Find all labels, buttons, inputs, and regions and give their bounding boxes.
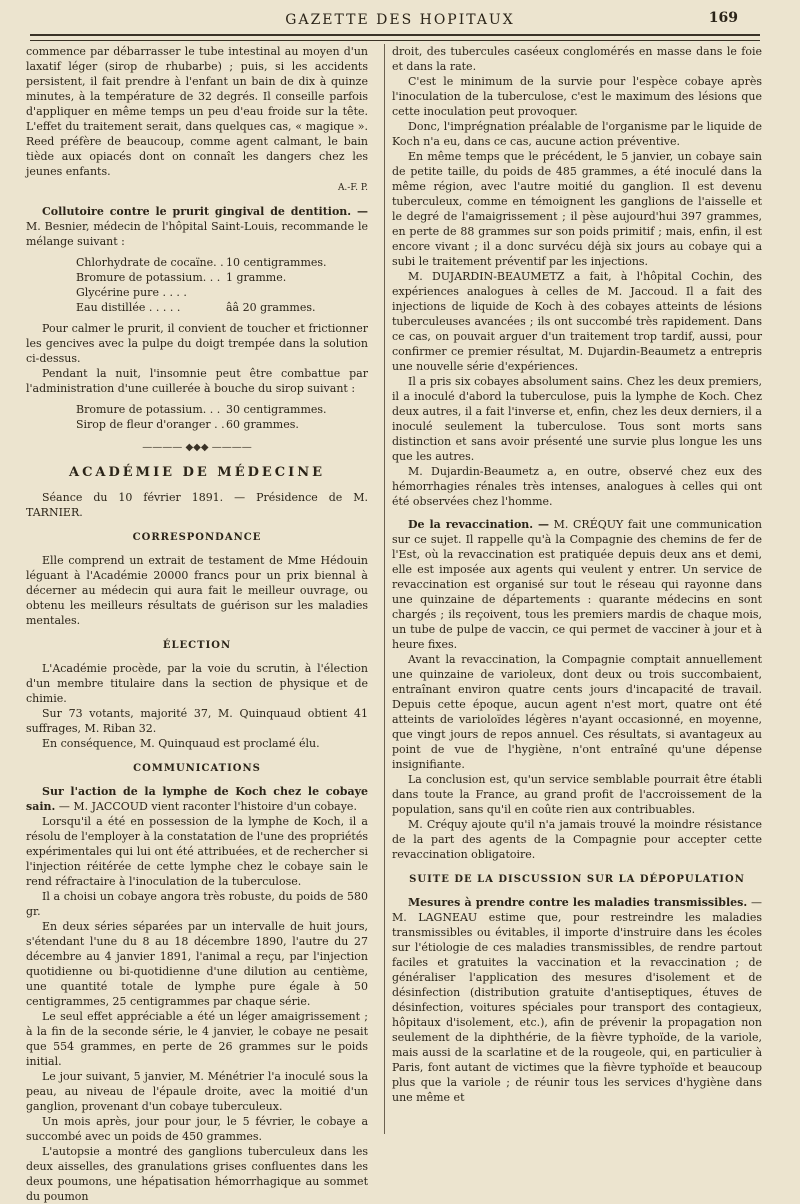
right-paragraph-5: M. DUJARDIN-BEAUMETZ a fait, à l'hôpital Cochin, des expériences analogues à celles de M. Jaccoud. Il a fait des injections de liquide de Koch à des cobayes atteints de lésions tuberculeuses avancées ; ils ont succombé très rapidement. Dans ce cas, on pouvait arguer d'un traitement trop tardif, aussi, pour confirmer ce premier résultat, M. Dujardin-Beaumetz a entrepris une nouvelle série d'expériences. — [392, 270, 762, 373]
formula-collutoire — [76, 255, 368, 315]
election-paragraph-3: En conséquence, M. Quinquaud est proclamé élu. — [42, 737, 320, 750]
lymphe-paragraph-7: L'autopsie a montré des ganglions tuberculeux dans les deux aisselles, des granulations grises confluentes dans les deux poumons, une hépatisation hémorrhagique au sommet du poumon — [26, 1145, 368, 1203]
formula-row — [76, 300, 368, 315]
revaccination-paragraph — [392, 517, 762, 652]
ingredient-name: Eau distillée . . . . . — [76, 301, 181, 314]
header-subrule — [30, 40, 760, 41]
formula-row — [76, 270, 368, 285]
mesures-paragraph — [392, 895, 762, 1105]
lymphe-heading: Sur l'action de la lymphe de Koch chez le cobaye sain. — [26, 785, 368, 813]
ornament-divider: ———— ◆◆◆ ———— — [142, 442, 252, 453]
ingredient-name: Bromure de potassium. . . — [76, 403, 221, 416]
collutoire-heading: Collutoire contre le prurit gingival de dentition. — — [42, 205, 368, 218]
ingredient-quantity: 10 centigrammes. — [226, 256, 327, 269]
mesures-heading: Mesures à prendre contre les maladies transmissibles. — [408, 896, 748, 909]
right-paragraph-3: Donc, l'imprégnation préalable de l'organisme par le liquide de Koch n'a eu, dans ce cas, aucune action préventive. — [392, 120, 762, 148]
ingredient-quantity: 1 gramme. — [226, 271, 287, 284]
revaccination-heading: De la revaccination. — — [408, 518, 550, 531]
lymphe-paragraph-6: Un mois après, jour pour jour, le 5 février, le cobaye a succombé avec un poids de 450 grammes. — [26, 1115, 368, 1143]
author-signature: A.-F. P. — [337, 183, 368, 193]
left-column — [26, 44, 368, 1204]
seance-line: Séance du 10 février 1891. — Présidence de M. TARNIER. — [26, 491, 368, 519]
lymphe-paragraph-2: Il a choisi un cobaye angora très robuste, du poids de 580 gr. — [26, 890, 368, 918]
ingredient-name: Bromure de potassium. . . — [76, 271, 221, 284]
right-paragraph-7: M. Dujardin-Beaumetz a, en outre, observé chez eux des hémorrhagies rénales très intenses, analogues à celles qui ont été observées chez l'homme. — [392, 465, 762, 508]
mesures-text: — M. LAGNEAU estime que, pour restreindre les maladies transmissibles ou évitables, il importe d'instruire dans les écoles sur l'étiologie de ces maladies transmissibles, de rendre partout faciles et gratuites la vaccination et la revaccination ; de généraliser l'application des mesures d'isolement et de désinfection (distribution gratuite d'antiseptiques, étuves de désinfection, voitures spéciales pour transport des contagieux, hôpitaux d'isolement, etc.), afin de prévenir la propagation non seulement de la diphthérie, de la fièvre typhoïde, de la variole, mais aussi de la scarlatine et de la rougeole, qui, en particulier à Paris, font autant de victimes que la fièvre typhoïde et beaucoup plus que la variole ; de réunir tous les services d'hygiène dans une même et — [392, 896, 762, 1104]
lymphe-paragraph-3: En deux séries séparées par un intervalle de huit jours, s'étendant l'une du 8 au 18 décembre 1890, l'autre du 27 décembre au 4 janvier 1891, l'animal a reçu, par l'injection quotidienne ou bi-quotidienne d'une dilution au centième, une quantité totale de lymphe pure égale à 50 centigrammes, 25 centigrammes par chaque série. — [26, 920, 368, 1008]
lymphe-text: — M. JACCOUD vient raconter l'histoire d'un cobaye. — [58, 800, 357, 813]
ingredient-quantity: ââ 20 grammes. — [226, 301, 316, 314]
right-paragraph-2: C'est le minimum de la survie pour l'espèce cobaye après l'inoculation de la tuberculose, c'est le maximum des lésions que cette inoculation peut provoquer. — [392, 75, 762, 118]
formula-row — [76, 402, 368, 417]
collutoire-text: M. Besnier, médecin de l'hôpital Saint-Louis, recommande le mélange suivant : — [26, 220, 368, 248]
election-paragraph-1: L'Académie procède, par la voie du scrutin, à l'élection d'un membre titulaire dans la section de physique et de chimie. — [26, 662, 368, 705]
formula-row — [76, 417, 368, 432]
right-paragraph-9: La conclusion est, qu'un service semblable pourrait être établi dans toute la France, au grand profit de l'accroissement de la population, sans qu'il en coûte rien aux contribuables. — [392, 773, 762, 816]
column-divider — [384, 44, 385, 1134]
header-rule — [30, 34, 760, 36]
election-paragraph-2: Sur 73 votants, majorité 37, M. Quinquaud obtient 41 suffrages, M. Riban 32. — [26, 707, 368, 735]
intro-paragraph: commence par débarrasser le tube intestinal au moyen d'un laxatif léger (sirop de rhubarbe) ; puis, si les accidents persistent, il fait prendre à l'enfant un bain de dix à quinze minutes, à la température de 32 degrés. Il conseille parfois d'appliquer en même temps un peu d'eau froide sur la tête. L'effet du traitement serait, dans quelques cas, « magique ». Reed préfère de beaucoup, comme agent calmant, le bain tiède aux opiacés dont on connaît les dangers chez les jeunes enfants. — [26, 45, 368, 178]
lymphe-paragraph-4: Le seul effet appréciable a été un léger amaigrissement ; à la fin de la seconde série, le 4 janvier, le cobaye ne pesait que 554 grammes, en perte de 26 grammes sur le poids initial. — [26, 1010, 368, 1068]
right-paragraph-6: Il a pris six cobayes absolument sains. Chez les deux premiers, il a inoculé d'abord la tuberculose, puis la lymphe de Koch. Chez deux autres, il a fait l'inverse et, enfin, chez les deux derniers, il a inoculé seulement la tuberculose. Tous sont morts sans distinction et sans avoir présenté une survie plus longue les uns que les autres. — [392, 375, 762, 463]
formula-sirop — [76, 402, 368, 432]
lymphe-intro — [26, 784, 368, 814]
night-paragraph: Pendant la nuit, l'insomnie peut être combattue par l'administration d'une cuillerée à bouche du sirop suivant : — [26, 367, 368, 395]
right-paragraph-1: droit, des tubercules caséeux conglomérés en masse dans le foie et dans la rate. — [392, 45, 762, 73]
right-paragraph-4: En même temps que le précédent, le 5 janvier, un cobaye sain de petite taille, du poids de 485 grammes, a été inoculé dans la même région, avec l'autre moitié du ganglion. Il est devenu tuberculeux, comme en témoignent les ganglions de l'aisselle et le degré de l'amaigrissement ; il pèse aujourd'hui 397 grammes, en perte de 88 grammes sur son poids primitif ; mais, enfin, il est encore vivant ; il a donc survécu déjà six jours au cobaye qui a subi le traitement préventif par les injections. — [392, 150, 762, 268]
ingredient-quantity: 60 grammes. — [226, 418, 299, 431]
formula-row — [76, 255, 368, 270]
right-column — [392, 44, 762, 1105]
academy-title: ACADÉMIE DE MÉDECINE — [68, 465, 325, 480]
right-paragraph-8: Avant la revaccination, la Compagnie comptait annuellement une quinzaine de varioleux, dont deux ou trois succombaient, entraînant environ quatre cents jours d'incapacité de travail. Depuis cette époque, aucun agent n'est mort, quatre ont été atteints de varioloïdes légères n'ayant occasionné, en moyenne, que vingt jours de repos annuel. Ces résultats, si avantageux au point de vue de l'hygiène, n'ont entraîné qu'une dépense insignifiante. — [392, 653, 762, 771]
ingredient-quantity: 30 centigrammes. — [226, 403, 327, 416]
lymphe-paragraph-1: Lorsqu'il a été en possession de la lymphe de Koch, il a résolu de l'employer à la constatation de l'une des propriétés expérimentales qui lui ont été attribuées, et de rechercher si l'injection réitérée de cette lymphe chez le cobaye sain le rend réfractaire à l'inoculation de la tuberculose. — [26, 815, 368, 888]
running-title: GAZETTE DES HOPITAUX — [285, 12, 515, 28]
ingredient-name: Glycérine pure . . . . — [76, 286, 187, 299]
ingredient-name: Sirop de fleur d'oranger . . — [76, 418, 225, 431]
right-paragraph-10: M. Créquy ajoute qu'il n'a jamais trouvé la moindre résistance de la part des agents de la Compagnie pour accepter cette revaccination obligatoire. — [392, 818, 762, 861]
lymphe-paragraph-5: Le jour suivant, 5 janvier, M. Ménétrier l'a inoculé sous la peau, au niveau de l'épaule droite, avec la moitié d'un ganglion, provenant d'un cobaye tuberculeux. — [26, 1070, 368, 1113]
correspondance-title: CORRESPONDANCE — [132, 532, 262, 543]
depopulation-title: SUITE DE LA DISCUSSION SUR LA DÉPOPULATION — [409, 874, 745, 885]
page-header — [0, 0, 800, 40]
collutoire-paragraph — [26, 204, 368, 249]
formula-row — [76, 285, 368, 300]
page-number: 169 — [708, 10, 738, 26]
communications-title: COMMUNICATIONS — [133, 763, 261, 774]
ingredient-name: Chlorhydrate de cocaïne. . — [76, 256, 224, 269]
correspondance-paragraph: Elle comprend un extrait de testament de Mme Hédouin léguant à l'Académie 20000 francs pour un prix biennal à décerner au médecin qui aura fait le meilleur ouvrage, ou obtenu les meilleurs résultats de guérison sur les maladies mentales. — [26, 554, 368, 627]
revaccination-text: M. CRÉQUY fait une communication sur ce sujet. Il rappelle qu'à la Compagnie des chemins de fer de l'Est, où la revaccination est pratiquée depuis deux ans et demi, elle est imposée aux agents qui veulent y entrer. Un service de revaccination est organisé sur tout le réseau qui rayonne dans une quinzaine de départements : quarante médecins en sont chargés ; ils reçoivent, tous les premiers mardis de chaque mois, un tube de pulpe de vaccin, ce qui permet de vacciner à jour et à heure fixes. — [392, 518, 762, 651]
calm-paragraph: Pour calmer le prurit, il convient de toucher et frictionner les gencives avec la pulpe du doigt trempée dans la solution ci-dessus. — [26, 322, 368, 365]
election-title: ÉLECTION — [162, 640, 232, 651]
